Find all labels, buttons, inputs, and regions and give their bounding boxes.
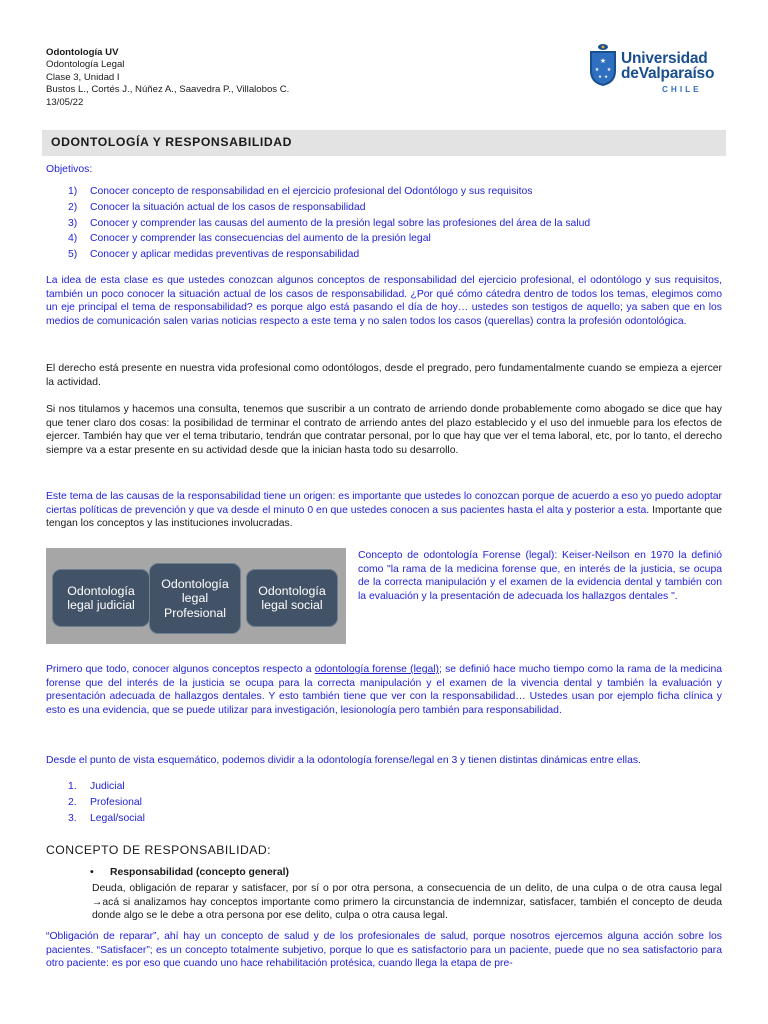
concept-definition: Deuda, obligación de reparar y satisfacer, por sí o por otra persona, a consecuencia de un delito, de una culpa o de otra causa legal →acá si analizamos hay conceptos importante como primero la circunstancia de indemnizar, satisfacer, también el concepto de deuda donde algo se le debe a otra persona por ese delito, culpa o otra causa legal. — [92, 883, 722, 922]
document-header — [46, 47, 289, 109]
concept-bullet-title: Responsabilidad (concepto general) — [110, 867, 289, 878]
objective-item: 5) Conocer y aplicar medidas preventivas de responsabilidad — [68, 249, 360, 261]
forensic-definition-text: Concepto de odontología Forense (legal): Keiser-Neilson en 1970 la definió como "la rama de la medicina forense que, en interés de la justicia, se ocupa de la correcta manipulación y el examen de la evidencia dental y también con la evaluación y la presentación de adecuada los hallazgos dentales ". — [358, 550, 722, 602]
objective-item: 4) Conocer y comprender las consecuencias del aumento de la presión legal — [68, 233, 431, 245]
concept-bullet — [90, 866, 289, 880]
header-date: 13/05/22 — [46, 96, 84, 108]
svg-text:★: ★ — [597, 75, 603, 80]
header-authors: Bustos L., Cortés J., Núñez A., Saavedra P., Villalobos C. — [46, 84, 290, 96]
university-logo — [588, 41, 718, 97]
forensic-branches-figure — [46, 548, 346, 644]
section-title: ODONTOLOGÍA Y RESPONSABILIDAD — [51, 135, 293, 149]
header-course: Odontología UV — [46, 47, 119, 58]
svg-text:★: ★ — [603, 75, 609, 80]
header-subject: Odontología Legal — [46, 59, 125, 71]
division-item: 1. Judicial — [68, 781, 125, 792]
section-title-bar — [42, 130, 726, 156]
objective-item: 1) Conocer concepto de responsabilidad en el ejercicio profesional del Odontólogo y sus requisitos — [68, 186, 533, 197]
university-shield-icon — [588, 43, 618, 87]
forensic-term: odontología forense (legal) — [314, 664, 440, 675]
paragraph-repair: “Obligación de reparar”, ahí hay un concepto de salud y de los profesionales de salud, porque nosotros ejercemos alguna acción sobre los pacientes. “Satisfacer”; es un concepto totalmente subjetivo, porque lo que es satisfactorio para un paciente, puede que no sea satisfactorio para otro paciente: es por eso que cuando uno hace rehabilitación protésica, cuando llega la etapa de pre- — [46, 931, 722, 970]
figure-box-profesional: Odontología legal Profesional — [149, 563, 241, 634]
division-item: 3. Legal/social — [68, 812, 145, 824]
paragraph-origin: Este tema de las causas de la responsabilidad tiene un origen: es importante que ustedes lo conozcan porque de acuerdo a eso yo puedo adoptar ciertas políticas de prevención y que va desde el minuto 0 en que ustedes conocen a sus pacientes hasta el alta y posterior a esta. Importante que tengan los conceptos y las instituciones involucradas. — [46, 491, 722, 530]
paragraph-contract: Si nos titulamos y hacemos una consulta, tenemos que suscribir a un contrato de arriendo donde probablemente como abogado se dice que hay que tener claro dos cosas: la posibilidad de terminar el contrato de arriendo antes del plazo establecido y el uso del inmueble para los efectos de ejercer. También hay que ver el tema tributario, tendrán que contratar personal, por lo que hay que ver el tema laboral, etc, por lo tanto, el derecho siempre va a estar presente en su actividad desde que la inician hasta todo su desarrollo. — [46, 404, 722, 456]
concept-heading: CONCEPTO DE RESPONSABILIDAD: — [46, 843, 272, 857]
paragraph-forensic: Primero que todo, conocer algunos conceptos respecto a odontología forense (legal); se definió hace mucho tiempo como la rama de la medicina forense que del interés de la justicia se ocupa para la correcta manipulación y el examen de la vivencia dental y también la evaluación y presentación adecuada de hallazgos dentales. Y esto también tiene que ver con la responsabilidad… Ustedes usan por ejemplo ficha clínica y esto es una evidencia, que se puede utilizar para investigación, lesionología pero también para responsabilidad. — [46, 664, 722, 716]
divisions-list — [68, 780, 145, 827]
objective-item: 3) Conocer y comprender las causas del aumento de la presión legal sobre las profesiones del área de la salud — [68, 217, 591, 229]
paragraph-law: El derecho está presente en nuestra vida profesional como odontólogos, desde el pregrado, pero fundamentalmente cuando se empieza a ejercer la actividad. — [46, 363, 722, 388]
svg-text:★: ★ — [599, 57, 607, 65]
objective-item: 2) Conocer la situación actual de los casos de responsabilidad — [68, 201, 366, 213]
svg-text:★: ★ — [606, 67, 612, 73]
logo-text-valparaiso: deValparaíso — [621, 65, 715, 82]
header-class: Clase 3, Unidad I — [46, 71, 120, 83]
logo-text-universidad: Universidad — [621, 50, 708, 67]
figure-box-social: Odontología legal social — [246, 569, 338, 627]
objectives-label: Objetivos: — [46, 164, 93, 175]
bullet-symbol: • — [90, 867, 94, 878]
svg-text:★: ★ — [594, 67, 600, 73]
logo-text-chile: CHILE — [662, 85, 702, 94]
figure-box-judicial: Odontología legal judicial — [52, 569, 150, 627]
division-item: 2. Profesional — [68, 796, 142, 808]
objectives-list — [68, 185, 590, 264]
paragraph-intro: La idea de esta clase es que ustedes conozcan algunos conceptos de responsabilidad del ejercicio profesional, el odontólogo y sus requisitos, también un poco conocer la situación actual de los casos de responsabilidad. ¿Por qué cómo cátedra dentro de todos los temas, elegimos como un eje principal el tema de responsabilidad? es porque algo está pasando el día de hoy… ustedes son testigos de aquello; ya saben que en los medios de comunicación salen varias noticias respecto a este tema y no salen todos los casos (querellas) contra la profesión odontológica. — [46, 275, 722, 327]
paragraph-schematic: Desde el punto de vista esquemático, podemos dividir a la odontología forense/legal en 3 y tienen distintas dinámicas entre ellas. — [46, 755, 641, 766]
